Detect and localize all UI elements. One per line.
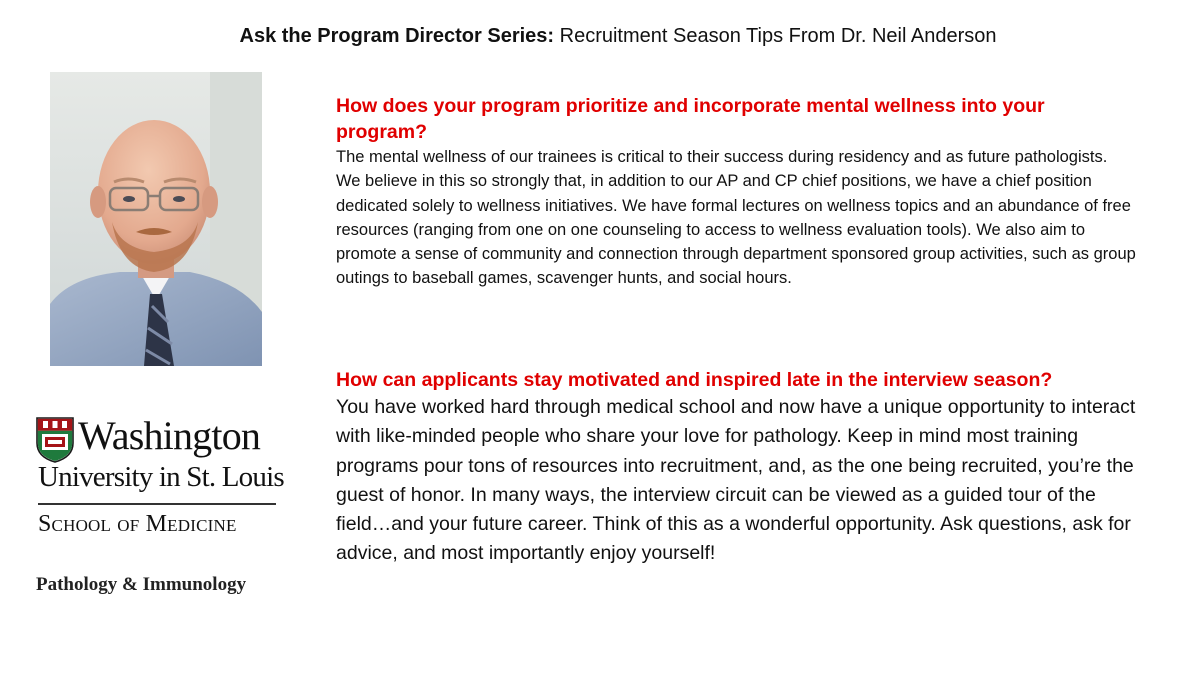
school-name: School of Medicine [38, 511, 237, 537]
director-photo [50, 72, 262, 366]
shield-icon [36, 417, 74, 463]
department-name: Pathology & Immunology [36, 574, 247, 595]
series-title: Ask the Program Director Series: [239, 25, 555, 47]
answer-2: You have worked hard through medical school and now have a unique opportunity to interact with like-minded people who share your love for pathology. Keep in mind most training programs pour tons of resources into recruitment, and, as the one being recruited, you’re the guest of honor. In many ways, the interview circuit can be viewed as a guided tour of the field…and your future career. Think of this as a wonderful opportunity. Ask questions, ask for advice, and most importantly enjoy yourself! [336, 396, 1136, 565]
university-name-line1: Washington [78, 413, 261, 458]
page-title [0, 22, 1200, 50]
question-1: How does your program prioritize and incorporate mental wellness into your program? [336, 95, 1045, 143]
qa-block-2 [336, 367, 1136, 569]
question-2: How can applicants stay motivated and inspired late in the interview season? [336, 369, 1053, 391]
series-subtitle: Recruitment Season Tips From Dr. Neil Anderson [559, 25, 997, 47]
logo-divider [38, 503, 276, 505]
school-logo [36, 413, 286, 603]
university-name-line2: University in St. Louis [38, 461, 284, 493]
answer-1: The mental wellness of our trainees is critical to their success during residency and as future pathologists. We believe in this so strongly that, in addition to our AP and CP chief positions, we have a chief position dedicated solely to wellness initiatives. We have formal lectures on wellness topics and an abundance of free resources (ranging from one on one counseling to access to wellness evaluation tools). We also aim to promote a sense of community and connection through department sponsored group activities, such as group outings to baseball games, scavenger hunts, and social hours. [336, 148, 1136, 288]
qa-block-1 [336, 93, 1136, 291]
